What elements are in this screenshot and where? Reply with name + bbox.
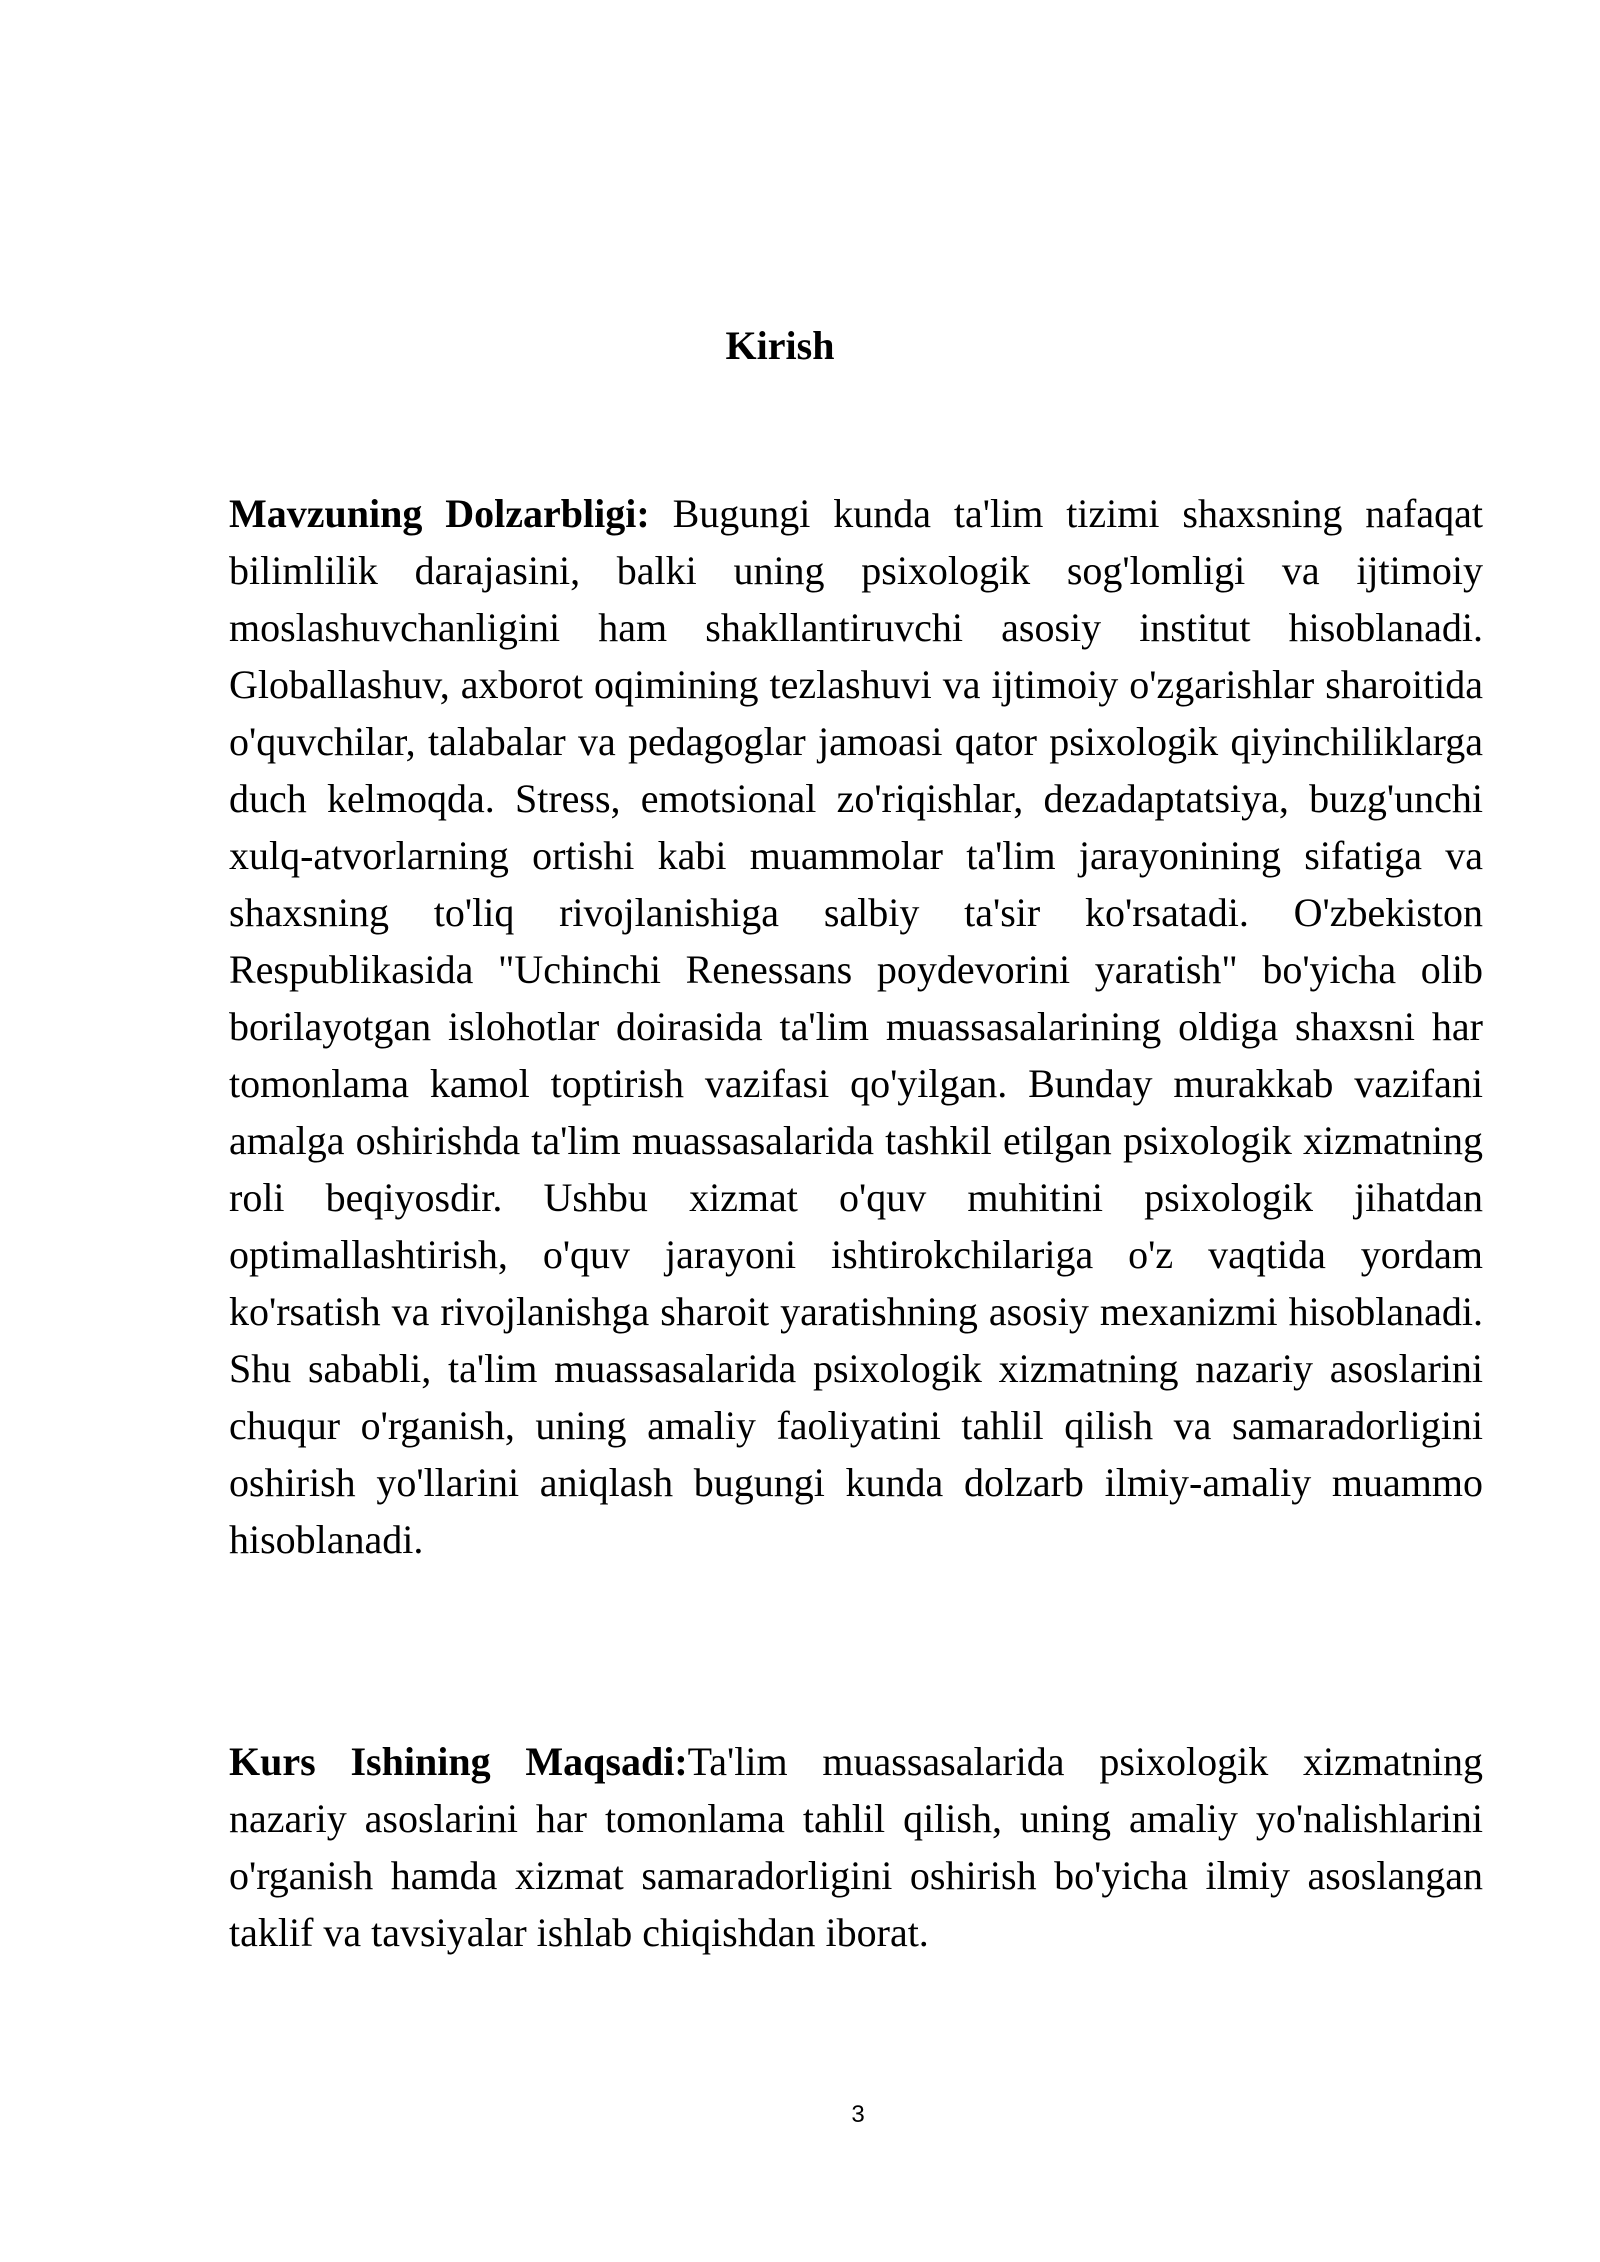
relevance-heading: Mavzuning Dolzarbligi: [229,491,650,536]
goal-paragraph [229,1733,1483,1961]
page-title: Kirish [725,323,835,368]
page-number: 3 [851,2101,865,2128]
goal-text: Ta'lim muassasalarida psixologik xizmatning nazariy asoslarini har tomonlama tahlil qilish, uning amaliy yo'nalishlarini o'rganish hamda xizmat samaradorligini oshirish bo'yicha ilmiy asoslangan taklif va tavsiyalar ishlab chiqishdan iborat. [229,1739,1483,1955]
relevance-paragraph [229,485,1483,1568]
relevance-text: Bugungi kunda ta'lim tizimi shaxsning nafaqat bilimlilik darajasini, balki uning psixologik sog'lomligi va ijtimoiy moslashuvchanligini ham shakllantiruvchi asosiy institut hisoblanadi. Globallashuv, axborot oqimining tezlashuvi va ijtimoiy o'zgarishlar sharoitida o'quvchilar, talabalar va pedagoglar jamoasi qator psixologik qiyinchiliklarga duch kelmoqda. Stress, emotsional zo'riqishlar, dezadaptatsiya, buzg'unchi xulq-atvorlarning ortishi kabi muammolar ta'lim jarayonining sifatiga va shaxsning to'liq rivojlanishiga salbiy ta'sir ko'rsatadi. O'zbekiston Respublikasida "Uchinchi Renessans poydevorini yaratish" bo'yicha olib borilayotgan islohotlar doirasida ta'lim muassasalarining oldiga shaxsni har tomonlama kamol toptirish vazifasi qo'yilgan. Bunday murakkab vazifani amalga oshirishda ta'lim muassasalarida tashkil etilgan psixologik xizmatning roli beqiyosdir. Ushbu xizmat o'quv muhitini psixologik jihatdan optimallashtirish, o'quv jarayoni ishtirokchilariga o'z vaqtida yordam ko'rsatish va rivojlanishga sharoit yaratishning asosiy mexanizmi hisoblanadi. Shu sababli, ta'lim muassasalarida psixologik xizmatning nazariy asoslarini chuqur o'rganish, uning amaliy faoliyatini tahlil qilish va samaradorligini oshirish yo'llarini aniqlash bugungi kunda dolzarb ilmiy-amaliy muammo hisoblanadi. [229,491,1483,1562]
goal-heading: Kurs Ishining Maqsadi: [229,1739,688,1784]
